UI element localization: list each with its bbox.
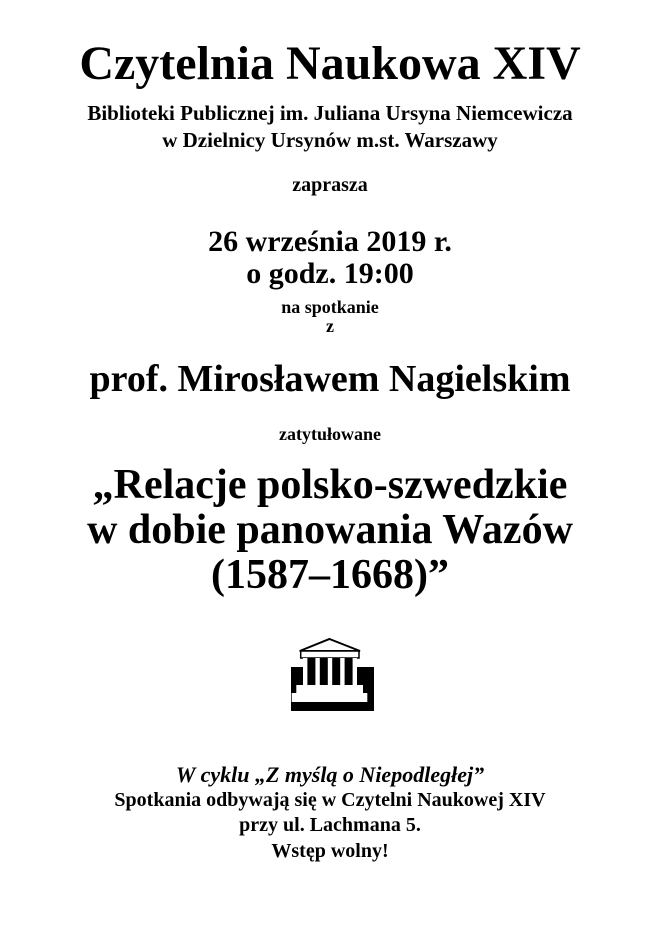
- lecture-title-line-1: „Relacje polsko-szwedzkie: [92, 462, 568, 508]
- speaker-name: prof. Mirosławem Nagielskim: [89, 358, 571, 400]
- footer-info-line-3: Wstęp wolny!: [271, 839, 389, 862]
- lecture-title-block: [0, 463, 660, 598]
- event-time: o godz. 19:00: [246, 257, 414, 290]
- meeting-text-line-2: z: [326, 316, 334, 336]
- footer-info-line-1: Spotkania odbywają się w Czytelni Naukowej XIV: [114, 788, 546, 811]
- meeting-text-line-1: na spotkanie: [281, 297, 379, 317]
- organizer-line-1: Biblioteki Publicznej im. Juliana Ursyna Niemcewicza: [87, 101, 573, 125]
- organizer-block: [0, 100, 660, 154]
- library-building-icon: [286, 637, 374, 711]
- organizer-line-2: w Dzielnicy Ursynów m.st. Warszawy: [162, 128, 498, 152]
- lecture-title-line-3: (1587–1668)”: [211, 552, 449, 598]
- lecture-title-line-2: w dobie panowania Wazów: [87, 507, 573, 553]
- event-date: 26 września 2019 r.: [208, 225, 452, 258]
- titled-text: zatytułowane: [279, 424, 381, 444]
- invites-text: zaprasza: [292, 174, 368, 196]
- footer-block: [0, 762, 660, 864]
- footer-info-line-2: przy ul. Lachmana 5.: [239, 814, 421, 836]
- datetime-block: [0, 226, 660, 290]
- page-title: Czytelnia Naukowa XIV: [79, 37, 581, 90]
- series-name: W cyklu „Z myślą o Niepodległej”: [175, 762, 485, 787]
